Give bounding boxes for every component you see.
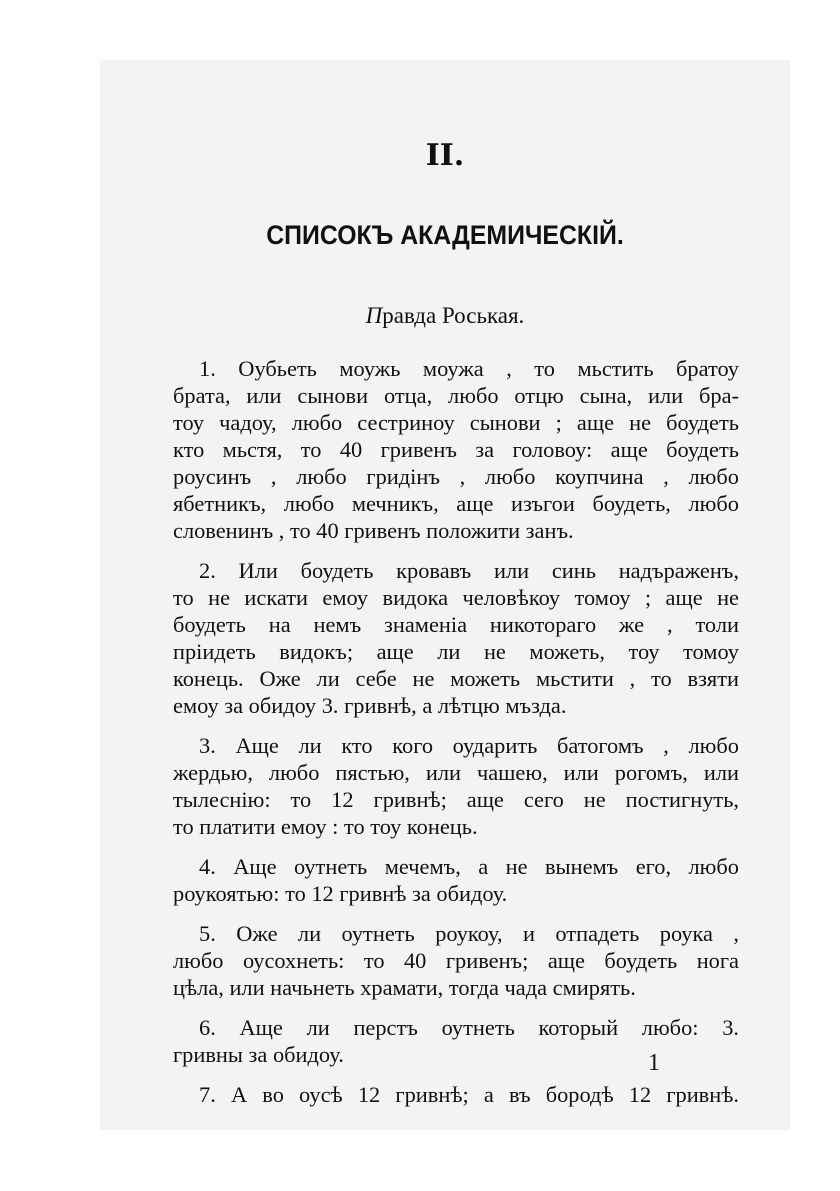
text-line: любо оусохнеть: то 40 гривенъ; аще боудеть нога	[173, 948, 739, 973]
article-7	[147, 1081, 739, 1108]
article-4	[147, 853, 739, 907]
text-line: 4. Аще оутнеть мечемъ, а не вынемъ его, любо	[199, 854, 739, 879]
section-numeral: II.	[425, 138, 465, 173]
text-line: 3. Аще ли кто кого оударить батогомъ , любо	[199, 733, 739, 758]
text-line: пріидеть видокъ; аще ли не можеть, тоу томоу	[173, 639, 739, 664]
subtitle	[100, 303, 790, 329]
text-line: роусинъ , любо гридінъ , любо коупчина , любо	[173, 464, 739, 489]
text-line: кто мьстя, то 40 гривенъ за головоу: аще боудеть	[173, 437, 739, 462]
subtitle-initial: П	[365, 303, 383, 328]
text-line: 7. А во оусѣ 12 гривнѣ; а въ бородѣ 12 гривнѣ.	[199, 1082, 739, 1107]
text-line: брата, или сынови отца, любо отцю сына, или бра-	[173, 383, 739, 408]
text-line: гривны за обидоу.	[173, 1042, 344, 1067]
text-line: роукоятью: то 12 гривнѣ за обидоу.	[173, 881, 508, 906]
text-line: цѣла, или начьнеть храмати, тогда чада смирять.	[173, 975, 636, 1000]
article-5	[147, 920, 739, 1001]
text-line: жердью, любо пястью, или чашею, или рогомъ, или	[173, 760, 739, 785]
text-line: 1. Оубьеть моужь моужа , то мьстить братоу	[199, 356, 739, 381]
page-number: 1	[648, 1050, 660, 1076]
text-line: словенинъ , то 40 гривенъ положити занъ.	[173, 518, 574, 543]
text-line: 5. Оже ли оутнеть роукоу, и отпадеть роука ,	[199, 921, 739, 946]
article-1	[147, 355, 739, 544]
text-line: то платити емоу : то тоу конець.	[173, 814, 478, 839]
book-page	[100, 60, 790, 1130]
page-title: СПИСОКЪ АКАДЕМИЧЕСКІЙ.	[266, 220, 624, 250]
text-line: 2. Или боудеть кровавъ или синь надъраженъ,	[199, 558, 739, 583]
text-line: боудеть на немъ знаменіа никотораго же , толи	[173, 612, 739, 637]
article-3	[147, 732, 739, 840]
text-line: 6. Аще ли перстъ оутнеть который любо: 3.	[199, 1015, 739, 1040]
text-line: емоу за обидоу 3. гривнѣ, а лѣтцю мъзда.	[173, 693, 567, 718]
text-line: конець. Оже ли себе не можеть мьстити , то взяти	[173, 666, 739, 691]
article-2	[147, 557, 739, 719]
text-line: тоу чадоу, любо сестриноу сынови ; аще не боудеть	[173, 410, 739, 435]
text-line: ябетникъ, любо мечникъ, аще изъгои боудеть, любо	[173, 491, 739, 516]
subtitle-rest: равда Роськая.	[382, 303, 525, 328]
body-text	[147, 355, 739, 1121]
text-line: тылеснію: то 12 гривнѣ; аще сего не постигнуть,	[173, 787, 739, 812]
text-line: то не искати емоу видока человѣкоу томоу ; аще не	[173, 585, 739, 610]
